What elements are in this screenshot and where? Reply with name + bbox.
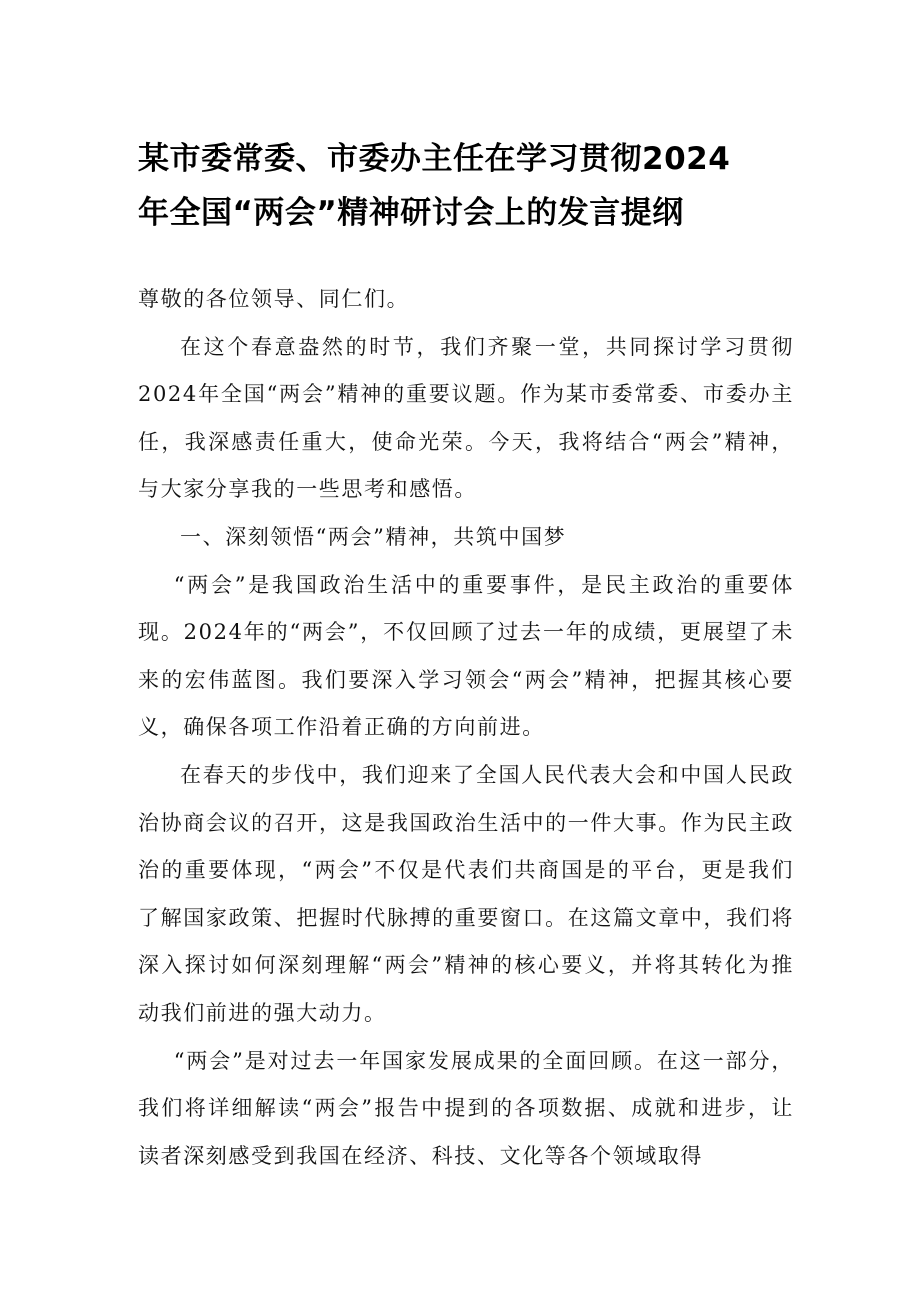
document-title-line-2: 年全国“两会”精神研讨会上的发言提纲	[138, 195, 684, 231]
greeting: 尊敬的各位领导、同仁们。	[138, 287, 410, 311]
section-heading-1: 一、深刻领悟“两会”精神，共筑中国梦	[180, 524, 567, 549]
paragraph-intro: 在这个春意盎然的时节，我们齐聚一堂，共同探讨学习贯彻2024年全国“两会”精神的重要议题。作为某市委常委、市委办主任，我深感责任重大，使命光荣。今天，我将结合“两会”精神，与大家分享我的一些思考和感悟。	[138, 334, 794, 502]
document-body	[138, 276, 794, 1180]
document-title-line-1: 某市委常委、市委办主任在学习贯彻2024	[138, 141, 731, 177]
paragraph-4: “两会”是对过去一年国家发展成果的全面回顾。在这一部分，我们将详细解读“两会”报告中提到的各项数据、成就和进步，让读者深刻感受到我国在经济、科技、文化等各个领域取得	[138, 1048, 794, 1168]
paragraph-3: 在春天的步伐中，我们迎来了全国人民代表大会和中国人民政治协商会议的召开，这是我国政治生活中的一件大事。作为民主政治的重要体现，“两会”不仅是代表们共商国是的平台，更是我们了解国家政策、把握时代脉搏的重要窗口。在这篇文章中，我们将深入探讨如何深刻理解“两会”精神的核心要义，并将其转化为推动我们前进的强大动力。	[138, 762, 794, 1025]
paragraph-2: “两会”是我国政治生活中的重要事件，是民主政治的重要体现。2024年的“两会”，不仅回顾了过去一年的成绩，更展望了未来的宏伟蓝图。我们要深入学习领会“两会”精神，把握其核心要义，确保各项工作沿着正确的方向前进。	[138, 572, 794, 740]
